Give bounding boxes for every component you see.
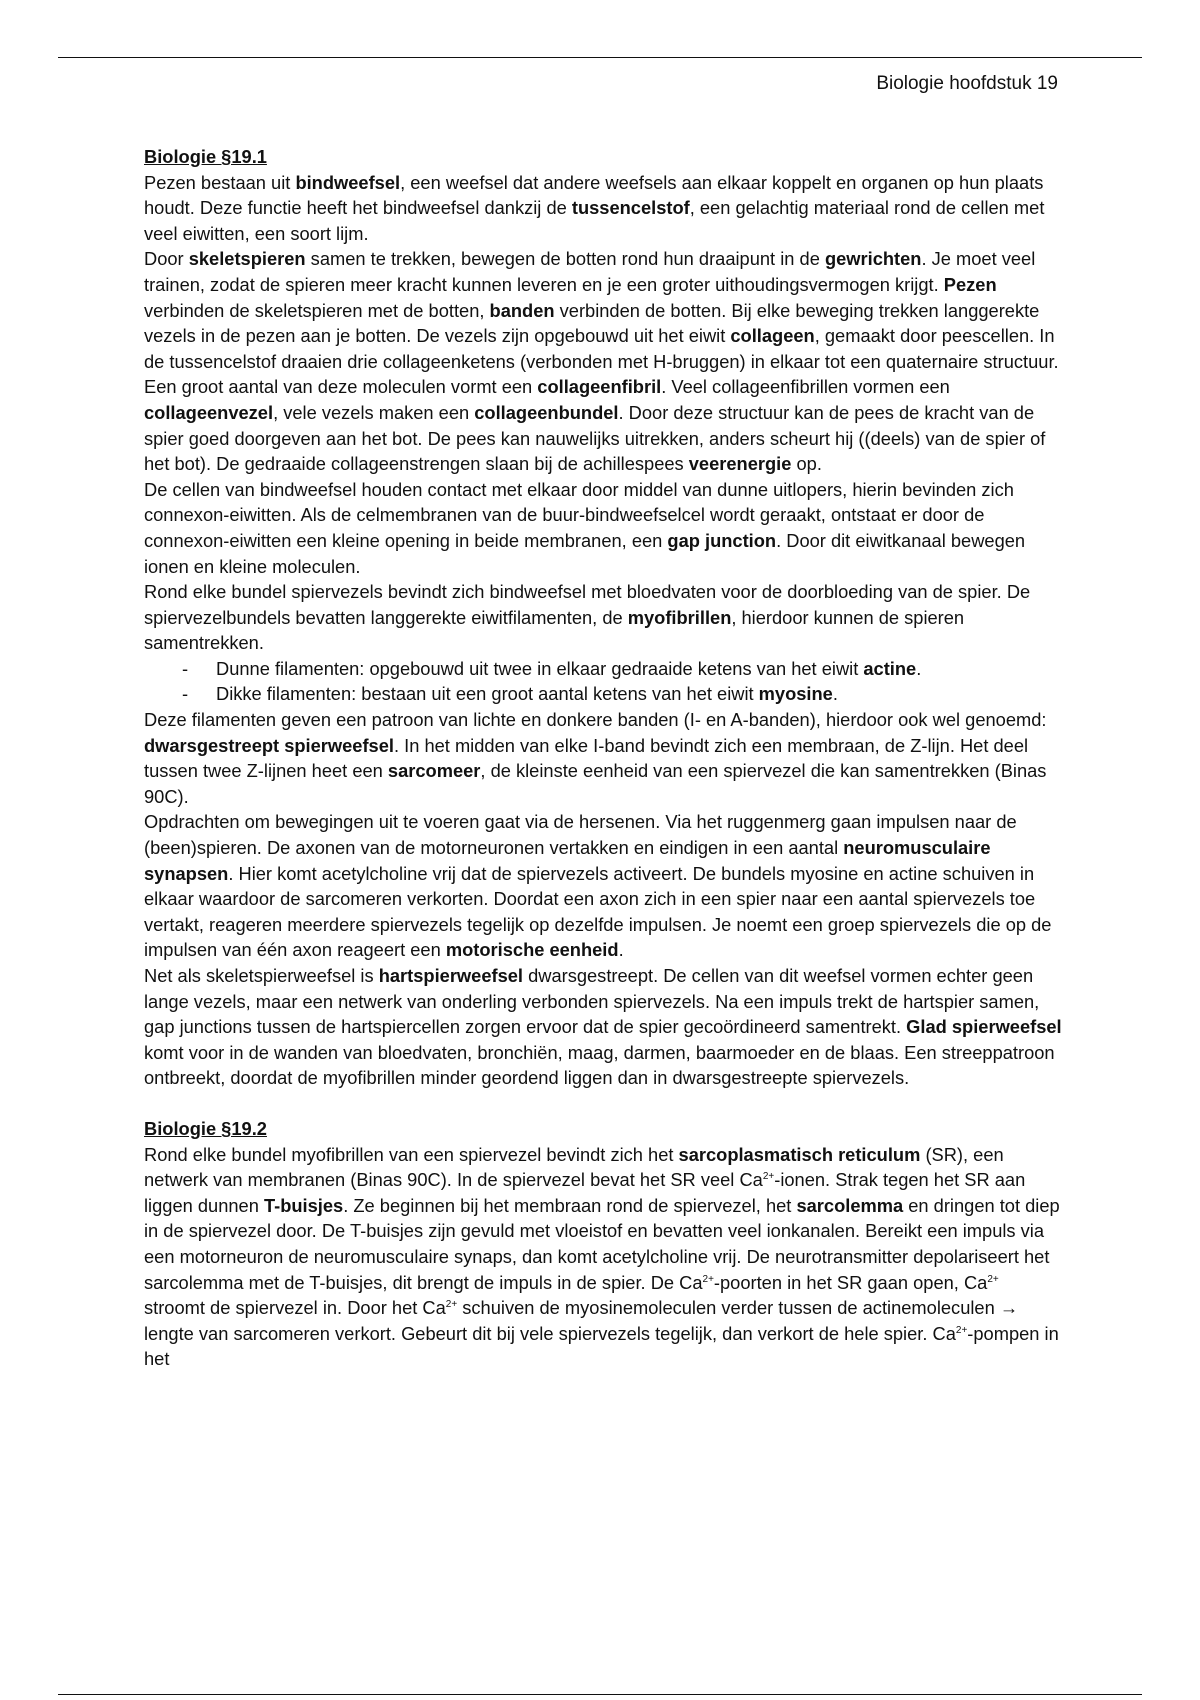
section-heading: Biologie §19.2 (144, 1117, 267, 1139)
bullet-dash: - (182, 657, 189, 679)
text-run: , hierdoor kunnen de spieren samentrekken. (144, 606, 965, 654)
text-run: verbinden de skeletspieren met de botten, (144, 299, 490, 321)
text-run: , een weefsel dat andere weefsels aan elkaar koppelt en organen op hun plaats houdt. Deze functie heeft het bindweefsel dankzij de (144, 171, 1044, 219)
text-run: . (916, 657, 922, 679)
footer-divider (58, 1694, 1142, 1695)
paragraph (144, 1142, 1064, 1372)
text-run: en dringen tot diep in de spiervezel door. De T-buisjes zijn gevuld met vloeistof en bevatten veel ionkanalen. Bereikt een impuls via een motorneuron de neuromusculaire synaps, dan komt acetylcholine vrij. De neurotransmitter depolariseert het sarcolemma met de T-buisjes, dit brengt de impuls in de spier. De Ca (144, 1194, 1060, 1293)
superscript: 2+ (762, 1171, 775, 1183)
bullet-list (144, 656, 1064, 707)
text-run: . (618, 939, 624, 961)
paragraph (144, 963, 1064, 1091)
list-item (144, 681, 1064, 707)
bold-term: collageenbundel (474, 401, 619, 423)
text-run: Door (144, 248, 189, 270)
text-run: De cellen van bindweefsel houden contact met elkaar door middel van dunne uitlopers, hierin bevinden zich connexon-eiwitten. Als de celmembranen van de buur-bindweefselcel wordt geraakt, ontstaat er door de connexon-eiwitten een kleine opening in beide membranen, een (144, 478, 1014, 551)
text-run: dwarsgestreept. De cellen van dit weefsel vormen echter geen lange vezels, maar een netwerk van onderling verbonden spiervezels. Na een impuls trekt de hartspier samen, gap junctions tussen de hartspiercellen zorgen ervoor dat de spier gecoördineerd samentrekt. (144, 965, 1040, 1038)
bold-term: actine (863, 657, 917, 679)
superscript: 2+ (987, 1273, 999, 1285)
bold-term: gap junction (667, 529, 777, 551)
text-run: verbinden de botten. Bij elke beweging trekken langgerekte vezels in de pezen aan je botten. De vezels zijn opgebouwd uit het eiwit (144, 299, 1040, 347)
bold-term: tussencelstof (571, 197, 690, 219)
paragraph (144, 246, 1064, 476)
bold-term: neuromusculaire synapsen (144, 837, 991, 884)
text-run: komt voor in de wanden van bloedvaten, bronchiën, maag, darmen, baarmoeder en de blaas. Een streeppatroon ontbreekt, doordat de myofibrillen minder geordend liggen dan in dwarsgestreepte spiervezels. (144, 1041, 1055, 1089)
text-run: -pompen in het (144, 1322, 1059, 1370)
page-header-title: Biologie hoofdstuk 19 (876, 73, 1058, 94)
bold-term: collageen (730, 325, 815, 347)
paragraph (144, 477, 1064, 579)
bold-term: myofibrillen (627, 606, 732, 628)
superscript: 2+ (445, 1299, 458, 1311)
text-run: Rond elke bundel myofibrillen van een spiervezel bevindt zich het (144, 1143, 679, 1165)
bold-term: T-buisjes (263, 1194, 344, 1216)
superscript: 2+ (955, 1324, 968, 1336)
text-run: . Door dit eiwitkanaal bewegen ionen en kleine moleculen. (144, 529, 1026, 577)
bold-term: Glad spierweefsel (906, 1016, 1062, 1038)
bold-term: sarcolemma (796, 1194, 904, 1216)
text-run: . (832, 683, 838, 705)
text-run: , gemaakt door peescellen. In de tussencelstof draaien drie collageenketens (verbonden met H-bruggen) in elkaar tot een quaternaire structuur. Een groot aantal van deze moleculen vormt een (144, 325, 1059, 398)
text-run: . Veel collageenfibrillen vormen een (661, 376, 950, 398)
text-run: . Hier komt acetylcholine vrij dat de spiervezels activeert. De bundels myosine en actine schuiven in elkaar waardoor de sarcomeren verkorten. Doordat een axon zich in een spier naar een aantal spiervezels toe vertakt, reageren meerdere spiervezels tegelijk op dezelfde impulsen. Je noemt een groep spiervezels die op de impulsen van één axon reageert een (144, 862, 1052, 961)
text-run: Net als skeletspierweefsel is (144, 965, 379, 986)
text-run: Dikke filamenten: bestaan uit een groot aantal ketens van het eiwit (216, 683, 759, 705)
text-run: . Ze beginnen bij het membraan rond de spiervezel, het (343, 1194, 797, 1216)
bold-term: collageenfibril (537, 376, 662, 398)
section-heading: Biologie §19.1 (144, 146, 267, 167)
paragraph (144, 707, 1064, 809)
text-run: (SR), een netwerk van membranen (Binas 90C). In de spiervezel bevat het SR veel Ca (144, 1143, 1004, 1191)
bold-term: veerenergie (688, 453, 792, 475)
text-run: samen te trekken, bewegen de botten rond hun draaipunt in de (305, 248, 825, 270)
bold-term: Pezen (943, 273, 997, 295)
text-run: Dunne filamenten: opgebouwd uit twee in elkaar gedraaide ketens van het eiwit (216, 657, 864, 679)
bold-term: myosine (758, 683, 833, 705)
text-run: , vele vezels maken een (273, 401, 475, 423)
text-run: , een gelachtig materiaal rond de cellen met veel eiwitten, een soort lijm. (144, 197, 1045, 244)
bold-term: sarcomeer (387, 760, 481, 782)
bold-term: hartspierweefsel (378, 965, 523, 986)
bold-term: dwarsgestreept spierweefsel (144, 734, 394, 756)
text-run: Deze filamenten geven een patroon van lichte en donkere banden (I- en A-banden), hierdoor ook wel genoemd: (144, 709, 1047, 731)
text-run: Pezen bestaan uit (144, 171, 296, 193)
superscript: 2+ (702, 1273, 714, 1285)
list-item (144, 656, 1064, 682)
bold-term: skeletspieren (188, 248, 306, 270)
header-divider (58, 57, 1142, 58)
paragraph (144, 579, 1064, 656)
bold-term: collageenvezel (144, 401, 274, 423)
bold-term: motorische eenheid (445, 939, 619, 961)
paragraph (144, 170, 1064, 247)
text-run: -poorten in het SR gaan open, Ca (713, 1271, 988, 1293)
text-run: Opdrachten om bewegingen uit te voeren gaat via de hersenen. Via het ruggenmerg gaan impulsen naar de (been)spieren. De axonen van de motorneuronen vertakken en eindigen in een aantal (144, 811, 1017, 859)
text-run: -ionen. Strak tegen het SR aan liggen dunnen (144, 1169, 1026, 1216)
bold-term: sarcoplasmatisch reticulum (678, 1143, 921, 1165)
text-run: , de kleinste eenheid van een spiervezel die kan samentrekken (Binas 90C). (144, 760, 1047, 807)
text-run: . In het midden van elke I-band bevindt zich een membraan, de Z-lijn. Het deel tussen twee Z-lijnen heet een (144, 734, 1029, 782)
text-run: . Door deze structuur kan de pees de kracht van de spier goed doorgeven aan het bot. De pees kan nauwelijks uitrekken, anders scheurt hij ((deels) van de spier of het bot). De gedraaide collageenstrengen slaan bij de achillespees (144, 401, 1046, 475)
text-run: stroomt de spiervezel in. Door het Ca (144, 1297, 446, 1319)
bold-term: banden (489, 299, 555, 321)
paragraph (144, 809, 1064, 963)
bold-term: bindweefsel (295, 171, 401, 193)
bold-term: gewrichten (824, 248, 922, 270)
section-spacer (144, 1091, 1064, 1116)
bullet-dash: - (182, 683, 189, 705)
text-run: Rond elke bundel spiervezels bevindt zich bindweefsel met bloedvaten voor de doorbloeding van de spier. De spiervezelbundels bevatten langgerekte eiwitfilamenten, de (144, 581, 1031, 628)
text-run: op. (791, 453, 822, 475)
text-run: . Je moet veel trainen, zodat de spieren meer kracht kunnen leveren en je een groter uithoudingsvermogen krijgt. (144, 248, 1036, 295)
text-run: schuiven de myosinemoleculen verder tussen de actinemoleculen → lengte van sarcomeren verkort. Gebeurt dit bij vele spiervezels tegelijk, dan verkort de hele spier. Ca (144, 1297, 1019, 1344)
document-body (144, 144, 1064, 1372)
